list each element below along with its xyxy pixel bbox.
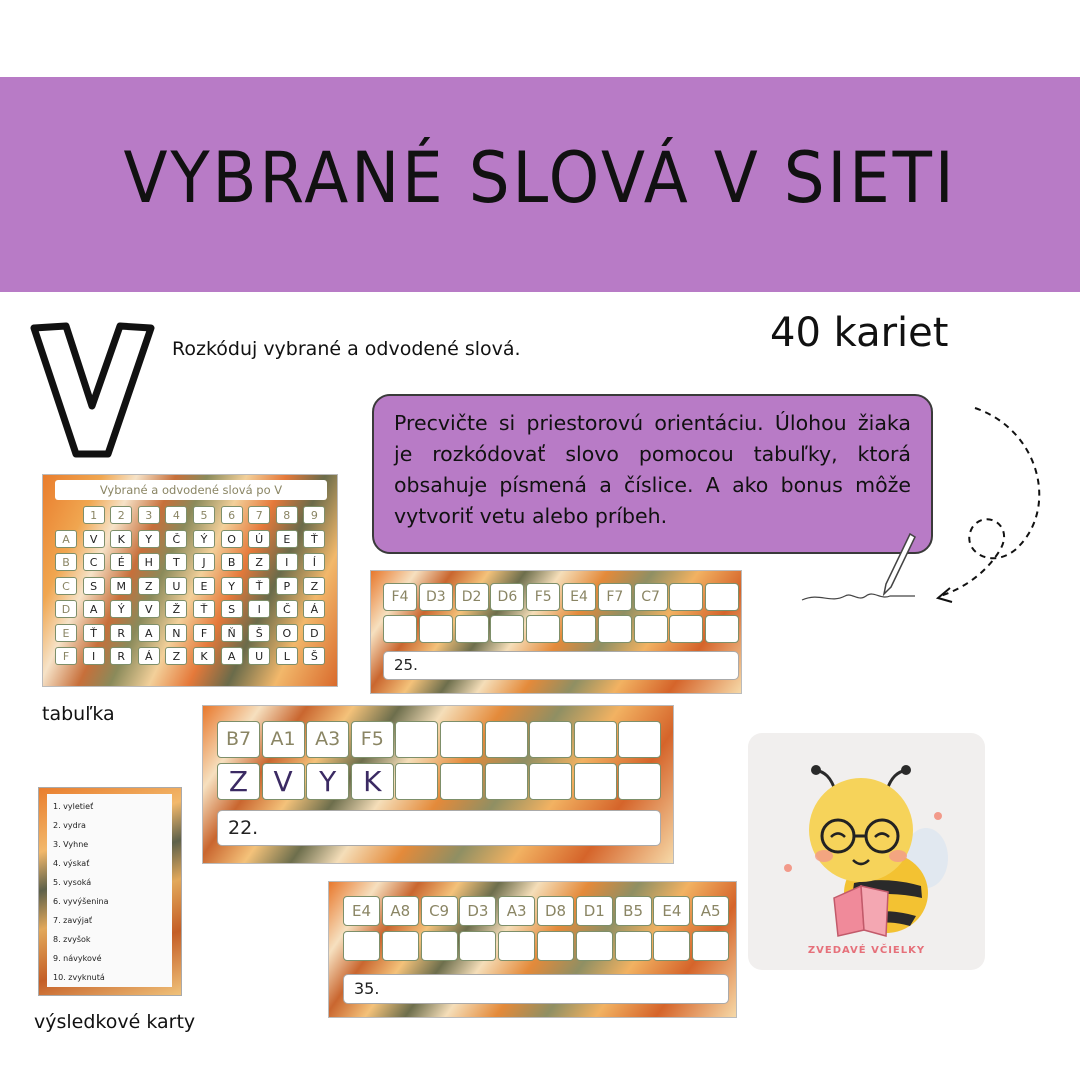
grid-card [42,474,338,687]
answer-cell [440,763,483,800]
answer-cell [562,615,596,643]
grid-col-header: 6 [221,506,243,524]
code-cell: A3 [498,896,535,926]
answer-cell [618,763,661,800]
pen-icon [800,530,940,610]
grid-cell: Ý [193,530,215,548]
code-cell [669,583,703,611]
code-cell [485,721,528,758]
grid-cell: H [138,553,160,571]
grid-cell: É [110,553,132,571]
result-item: 4. výskať [53,859,90,868]
grid-col-header: 2 [110,506,132,524]
code-cell: B5 [615,896,652,926]
grid-cell: I [83,647,105,665]
answer-cell [421,931,458,961]
grid-cell: Ť [83,624,105,642]
grid-cell: Z [138,577,160,595]
grid-row-header: B [55,553,77,571]
grid-cell: Š [303,647,325,665]
grid-col-header: 8 [276,506,298,524]
code-cell: D8 [537,896,574,926]
grid-col-header: 4 [165,506,187,524]
answer-cell: K [351,763,394,800]
grid-col-header: 5 [193,506,215,524]
grid-cell: Z [248,553,270,571]
card-number: 35. [343,974,729,1004]
grid-label: tabuľka [42,703,115,725]
grid-cell: Z [165,647,187,665]
answer-cell [395,763,438,800]
grid-cell: Y [138,530,160,548]
grid-cell: L [276,647,298,665]
answer-cell: Y [306,763,349,800]
grid-cell: Á [303,600,325,618]
code-cell: A5 [692,896,729,926]
answer-cell [669,615,703,643]
result-item: 3. Vyhne [53,840,89,849]
grid-cell: S [83,577,105,595]
result-item: 7. zavýjať [53,916,93,925]
grid-cell: Č [165,530,187,548]
code-cell: A8 [382,896,419,926]
result-item: 2. vydra [53,821,86,830]
result-item: 1. vyletieť [53,802,94,811]
code-card-35 [328,881,737,1018]
answer-cell [576,931,613,961]
answer-cell [615,931,652,961]
code-cell [618,721,661,758]
grid-title: Vybrané a odvodené slová po V [55,480,327,500]
grid-cell: Í [303,553,325,571]
code-cell: D3 [419,583,453,611]
letter-v-icon [30,322,155,460]
answer-cell [653,931,690,961]
results-label: výsledkové karty [34,1011,196,1033]
answer-cell [498,931,535,961]
code-cell [529,721,572,758]
code-cell [705,583,739,611]
answer-cell [459,931,496,961]
page-title: VYBRANÉ SLOVÁ V SIETI [123,137,957,219]
grid-cell: P [276,577,298,595]
grid-row-header: E [55,624,77,642]
grid-cell: I [248,600,270,618]
answer-cell [705,615,739,643]
answer-cell [692,931,729,961]
code-cell: F7 [598,583,632,611]
grid-row-header: A [55,530,77,548]
grid-cell: U [165,577,187,595]
grid-cell: V [138,600,160,618]
grid-cell: A [138,624,160,642]
card-number: 22. [217,810,661,846]
task-subtitle: Rozkóduj vybrané a odvodené slová. [172,338,521,360]
grid-cell: R [110,647,132,665]
grid-cell: Ť [193,600,215,618]
grid-cell: I [276,553,298,571]
code-cell: D1 [576,896,613,926]
grid-cell: Ý [110,600,132,618]
grid-cell: Š [248,624,270,642]
grid-cell: E [276,530,298,548]
grid-row-header: D [55,600,77,618]
grid-col-header: 7 [248,506,270,524]
answer-cell [537,931,574,961]
bee-logo-icon [776,758,956,943]
grid-cell: K [193,647,215,665]
result-item: 9. návykové [53,954,102,963]
grid-cell: N [165,624,187,642]
answer-cell [574,763,617,800]
code-cell: A1 [262,721,305,758]
grid-cell: U [248,647,270,665]
code-cell: E4 [343,896,380,926]
answer-cell [383,615,417,643]
code-cell: E4 [653,896,690,926]
grid-cell: Ú [248,530,270,548]
grid-cell: Á [138,647,160,665]
grid-cell: Ť [303,530,325,548]
result-item: 8. zvyšok [53,935,91,944]
brand-card [748,733,985,970]
grid-cell: D [303,624,325,642]
answer-cell [419,615,453,643]
grid-cell: A [221,647,243,665]
code-cell: D3 [459,896,496,926]
grid-cell: S [221,600,243,618]
result-item: 5. vysoká [53,878,92,887]
results-list [47,794,172,987]
answer-cell [526,615,560,643]
results-card [38,787,182,996]
result-item: 6. vyvýšenina [53,897,109,906]
answer-cell [634,615,668,643]
code-cell: D2 [455,583,489,611]
result-item: 10. zvyknutá [53,973,105,982]
grid-cell: Ť [248,577,270,595]
grid-cell: Č [276,600,298,618]
grid-cell: V [83,530,105,548]
grid-cell: O [221,530,243,548]
code-cell [574,721,617,758]
grid-cell: O [276,624,298,642]
card-number: 25. [383,651,739,680]
grid-cell: Ň [221,624,243,642]
code-cell: B7 [217,721,260,758]
grid-cell: J [193,553,215,571]
grid-cell: R [110,624,132,642]
grid-cell: E [193,577,215,595]
grid-cell: F [193,624,215,642]
grid-cell: B [221,553,243,571]
answer-cell [343,931,380,961]
code-cell [440,721,483,758]
card-count: 40 kariet [770,310,949,356]
code-cell: F5 [526,583,560,611]
code-cell: F4 [383,583,417,611]
grid-cell: A [83,600,105,618]
answer-cell [382,931,419,961]
grid-cell: K [110,530,132,548]
grid-col-header: 3 [138,506,160,524]
answer-cell [598,615,632,643]
grid-cell: Y [221,577,243,595]
code-card-22 [202,705,674,864]
grid-cell: Ž [165,600,187,618]
code-card-25 [370,570,742,694]
answer-cell [490,615,524,643]
brand-label: ZVEDAVÉ VČIELKY [807,945,926,956]
answer-cell: V [262,763,305,800]
code-cell: C9 [421,896,458,926]
answer-cell [455,615,489,643]
grid-row-header: F [55,647,77,665]
code-cell: D6 [490,583,524,611]
title-banner [0,77,1080,292]
grid-cell: Z [303,577,325,595]
code-cell [395,721,438,758]
answer-cell [529,763,572,800]
code-cell: F5 [351,721,394,758]
description-bubble: Precvičte si priestorovú orientáciu. Úlohou žiaka je rozkódovať slovo pomocou tabuľky, ktorá obsahuje písmená a číslice. A ako bonus môže vytvoriť vetu alebo príbeh. [372,394,933,554]
answer-cell: Z [217,763,260,800]
code-cell: A3 [306,721,349,758]
code-cell: E4 [562,583,596,611]
grid-col-header: 9 [303,506,325,524]
grid-col-header: 1 [83,506,105,524]
grid-cell: C [83,553,105,571]
grid-cell: M [110,577,132,595]
code-cell: C7 [634,583,668,611]
grid-row-header: C [55,577,77,595]
answer-cell [485,763,528,800]
grid-cell: T [165,553,187,571]
